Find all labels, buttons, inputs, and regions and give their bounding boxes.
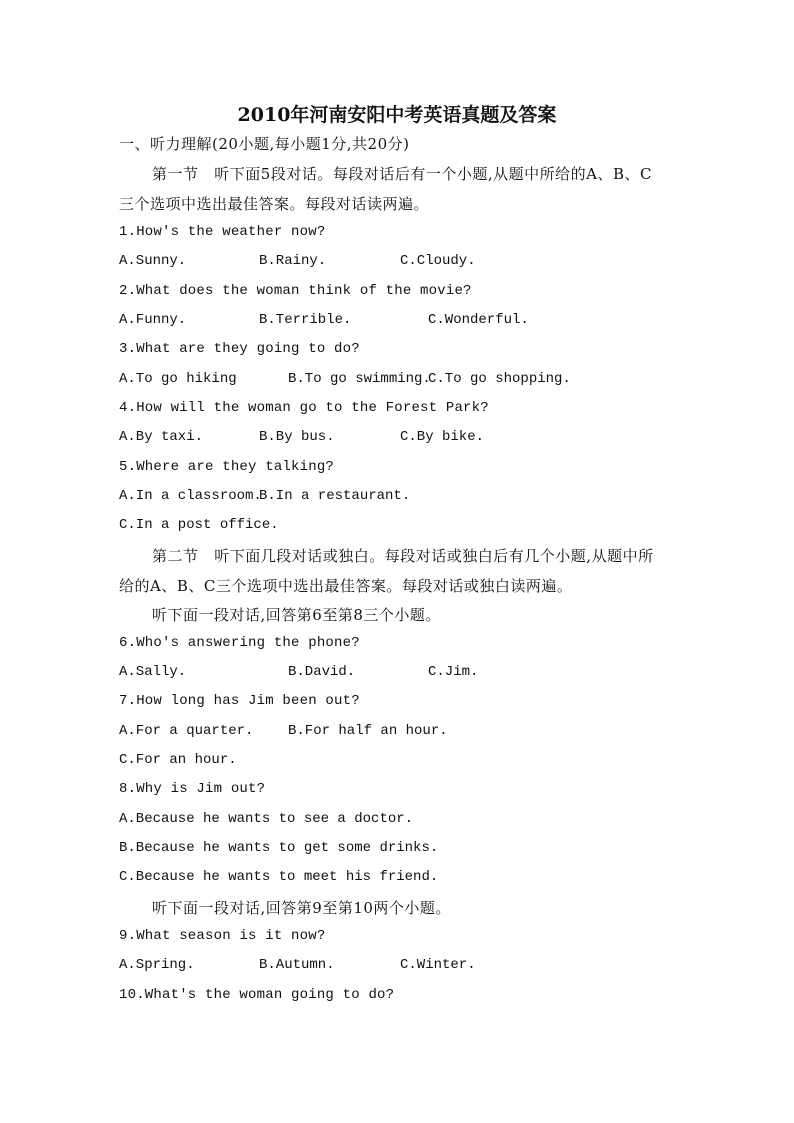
- option-a: A.Sunny.: [119, 253, 187, 269]
- option-a: A.Sally.: [119, 664, 187, 680]
- option-b: B.By bus.: [259, 429, 335, 445]
- option-c: C.To go shopping.: [428, 371, 571, 387]
- page-title: 2010年河南安阳中考英语真题及答案: [237, 104, 557, 126]
- section-heading: 一、听力理解(20小题,每小题1分,共20分): [119, 135, 410, 153]
- part2-instructions-line2: 给的A、B、C三个选项中选出最佳答案。每段对话或独白读两遍。: [119, 577, 573, 595]
- part1-instructions-line2: 三个选项中选出最佳答案。每段对话读两遍。: [119, 195, 430, 213]
- question-stem: 8.Why is Jim out?: [119, 781, 266, 797]
- option-a: A.For a quarter.: [119, 723, 254, 739]
- option-c: C.In a post office.: [119, 517, 279, 533]
- option-a: A.In a classroom.: [119, 488, 262, 504]
- option-c: C.Cloudy.: [400, 253, 476, 269]
- option-b: B.To go swimming.: [288, 371, 431, 387]
- option-a: A.Spring.: [119, 957, 195, 973]
- option-b: B.Because he wants to get some drinks.: [119, 840, 439, 856]
- part2-instructions-line1: 第二节 听下面几段对话或独白。每段对话或独白后有几个小题,从题中所: [152, 547, 654, 565]
- option-b: B.In a restaurant.: [259, 488, 411, 504]
- listening-note: 听下面一段对话,回答第9至第10两个小题。: [152, 899, 451, 917]
- question-stem: 6.Who's answering the phone?: [119, 635, 360, 651]
- question-stem: 2.What does the woman think of the movie?: [119, 283, 472, 299]
- option-b: B.Terrible.: [259, 312, 352, 328]
- listening-note: 听下面一段对话,回答第6至第8三个小题。: [152, 606, 441, 624]
- option-c: C.Jim.: [428, 664, 479, 680]
- part1-instructions-line1: 第一节 听下面5段对话。每段对话后有一个小题,从题中所给的A、B、C: [152, 165, 652, 183]
- option-b: B.David.: [288, 664, 356, 680]
- question-stem: 3.What are they going to do?: [119, 341, 360, 357]
- question-stem: 5.Where are they talking?: [119, 459, 335, 475]
- option-c: C.Winter.: [400, 957, 476, 973]
- option-b: B.Rainy.: [259, 253, 327, 269]
- option-a: A.By taxi.: [119, 429, 204, 445]
- option-b: B.Autumn.: [259, 957, 335, 973]
- option-a: A.To go hiking: [119, 371, 237, 387]
- option-c: C.Because he wants to meet his friend.: [119, 869, 439, 885]
- question-stem: 10.What's the woman going to do?: [119, 987, 395, 1003]
- option-c: C.By bike.: [400, 429, 485, 445]
- option-b: B.For half an hour.: [288, 723, 448, 739]
- question-stem: 7.How long has Jim been out?: [119, 693, 360, 709]
- question-stem: 9.What season is it now?: [119, 928, 326, 944]
- question-stem: 1.How's the weather now?: [119, 224, 326, 240]
- option-c: C.For an hour.: [119, 752, 237, 768]
- option-a: A.Because he wants to see a doctor.: [119, 811, 414, 827]
- option-c: C.Wonderful.: [428, 312, 529, 328]
- option-a: A.Funny.: [119, 312, 187, 328]
- question-stem: 4.How will the woman go to the Forest Park?: [119, 400, 489, 416]
